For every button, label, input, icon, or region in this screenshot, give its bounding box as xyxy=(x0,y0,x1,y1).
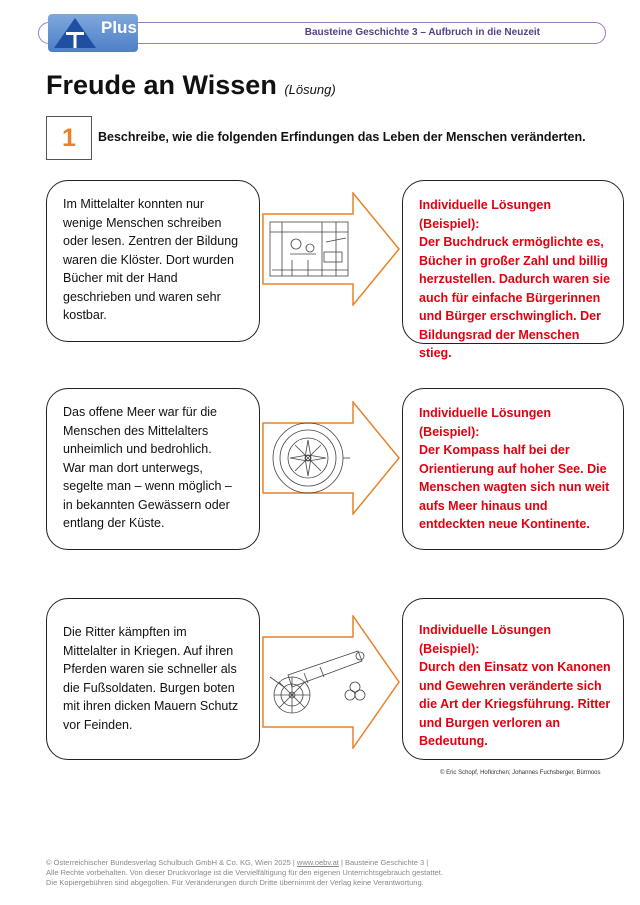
solution-line: Der Buchdruck ermöglichte es, xyxy=(419,235,604,249)
solution-line: und Bürger erschwinglich. Der xyxy=(419,309,601,323)
context-line: segelte man – wenn möglich – xyxy=(63,479,232,493)
context-line: oder lesen. Zentren der Bildung xyxy=(63,234,239,248)
context-line: in bekannten Gewässern oder xyxy=(63,497,230,512)
task-number: 1 xyxy=(46,116,92,160)
context-line: Menschen des Mittelalters xyxy=(63,423,209,438)
footer-copyright: © Österreichischer Bundesverlag Schulbuch GmbH & Co. KG, Wien 2025 | xyxy=(46,858,297,867)
context-line: entlang der Küste. xyxy=(63,516,165,530)
solution-line: Menschen wagten sich nun weit xyxy=(419,480,610,494)
publisher-logo xyxy=(48,14,138,52)
context-box-2 xyxy=(46,388,260,550)
solution-line: auch für einfache Bürgerinnen xyxy=(419,290,601,305)
arrow-1 xyxy=(262,192,400,306)
image-credit: © Eric Schopf, Hofkirchen; Johannes Fuchsberger, Bürmoos xyxy=(440,770,601,776)
footer-line-3: Die Kopiergebühren sind abgegolten. Für Veränderungen durch Dritte übernimmt der Verlag keine Verantwortung. xyxy=(46,878,424,887)
solution-line: Individuelle Lösungen (Beispiel): xyxy=(419,198,551,231)
context-line: Mittelalter in Kriegen. Auf ihren xyxy=(63,643,234,658)
context-line: die Fußsoldaten. Burgen boten xyxy=(63,680,235,695)
arrow-2 xyxy=(262,401,400,515)
solution-line: Individuelle Lösungen (Beispiel): xyxy=(419,623,551,656)
solution-box-1 xyxy=(402,180,624,360)
footer-line-2: Alle Rechte vorbehalten. Von dieser Druckvorlage ist die Vervielfältigung für den eigenen Unterrichtsgebrauch gestattet. xyxy=(46,868,443,877)
solution-line: Orientierung auf hoher See. Die xyxy=(419,461,607,476)
solution-line: Bücher in großer Zahl und billig xyxy=(419,253,608,268)
solution-line: Durch den Einsatz von Kanonen xyxy=(419,660,611,674)
context-line: unheimlich und bedrohlich. xyxy=(63,442,212,456)
publisher-link[interactable]: www.oebv.at xyxy=(296,858,339,867)
solution-line: Individuelle Lösungen (Beispiel): xyxy=(419,406,551,439)
context-line: mit ihren dicken Mauern Schutz xyxy=(63,699,239,713)
context-line: Pferden waren sie schneller als xyxy=(63,662,237,676)
footer-line-1 xyxy=(46,858,443,868)
solution-line: die Art der Kriegsführung. Ritter xyxy=(419,697,611,711)
solution-box-3 xyxy=(402,598,624,760)
context-line: waren die Klöster. Dort wurden xyxy=(63,252,234,267)
solution-line: und Burgen verloren an xyxy=(419,715,560,730)
context-line: vor Feinden. xyxy=(63,717,133,732)
context-box-3 xyxy=(46,598,260,760)
triangle-logo-icon xyxy=(52,16,98,50)
context-line: wenige Menschen schreiben xyxy=(63,215,222,230)
footer-series: | Bausteine Geschichte 3 | xyxy=(338,858,429,867)
context-line: Das offene Meer war für die xyxy=(63,405,218,419)
logo-text: Plus xyxy=(101,18,137,37)
solution-line: Bedeutung. xyxy=(419,734,488,748)
footer xyxy=(46,858,443,888)
context-line: War man dort unterwegs, xyxy=(63,460,203,475)
solution-line: aufs Meer hinaus und xyxy=(419,498,548,513)
solution-box-2 xyxy=(402,388,624,550)
task-instruction: Beschreibe, wie die folgenden Erfindungen das Leben der Menschen veränderten. xyxy=(98,130,586,144)
solution-line: Der Kompass half bei der xyxy=(419,443,570,457)
context-box-1 xyxy=(46,180,260,342)
arrow-3 xyxy=(262,615,400,749)
page-title-main: Freude an Wissen xyxy=(46,70,277,100)
context-line: kostbar. xyxy=(63,308,107,322)
series-title: Bausteine Geschichte 3 – Aufbruch in die Neuzeit xyxy=(304,27,540,38)
solution-line: und Gewehren veränderte sich xyxy=(419,678,602,693)
context-line: Die Ritter kämpften im xyxy=(63,625,187,639)
page-title xyxy=(46,70,336,101)
solution-line: Bildungsrad der Menschen stieg. xyxy=(419,327,580,360)
solution-line: herzustellen. Dadurch waren sie xyxy=(419,272,611,286)
solution-line: entdeckten neue Kontinente. xyxy=(419,517,590,531)
context-line: Im Mittelalter konnten nur xyxy=(63,197,205,211)
page-title-sub: (Lösung) xyxy=(284,82,336,97)
context-line: geschrieben und waren sehr xyxy=(63,289,221,304)
context-line: Bücher mit der Hand xyxy=(63,271,178,285)
